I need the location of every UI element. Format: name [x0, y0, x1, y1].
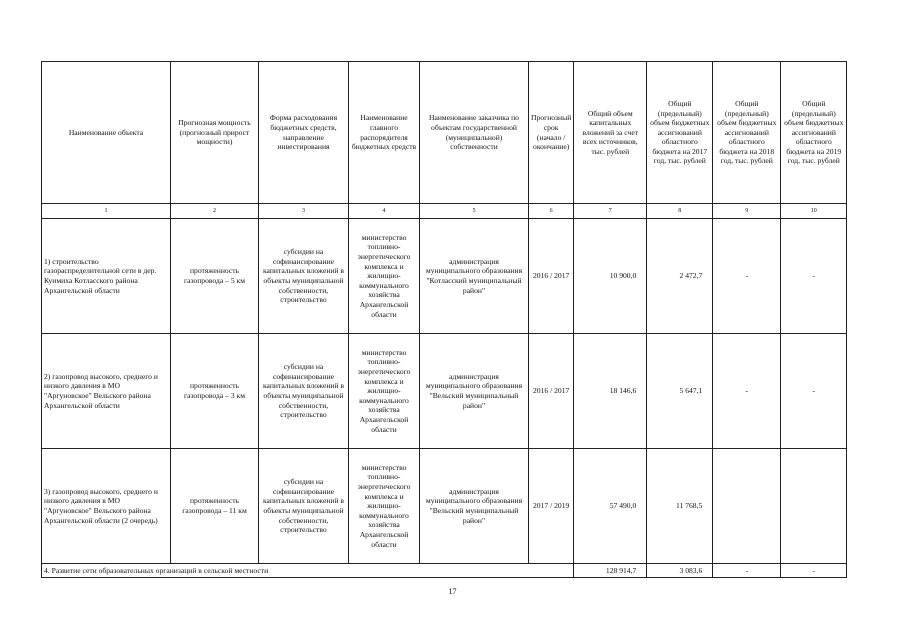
- section-2019: -: [781, 564, 847, 578]
- object-name: 2) газопровод высокого, среднего и низкого давления в МО "Аргуновское" Вельского района Архангельской области: [42, 334, 171, 449]
- budget-2019: -: [781, 219, 847, 334]
- budget-2018: -: [713, 219, 781, 334]
- budget-2019: [781, 449, 847, 564]
- column-number-row: [42, 204, 847, 219]
- header-cell: Наименование заказчика по объектам государственной (муниципальной) собственности: [420, 62, 529, 204]
- budget-distributor: министерство топливно-энергетического комплекса и жилищно-коммунального хозяйства Архангельской области: [349, 334, 420, 449]
- header-cell: Форма расходования бюджетных средств, направление инвестирования: [259, 62, 349, 204]
- budget-distributor: министерство топливно-энергетического комплекса и жилищно-коммунального хозяйства Архангельской области: [349, 449, 420, 564]
- total-investment: 10 900,0: [574, 219, 647, 334]
- header-cell: Общий (предельный) объем бюджетных ассигнований областного бюджета на 2017 год, тыс. рублей: [647, 62, 713, 204]
- column-number: 5: [420, 204, 529, 219]
- customer: администрация муниципального образования "Вельский муниципальный район": [420, 334, 529, 449]
- header-cell: Общий (предельный) объем бюджетных ассигнований областного бюджета на 2018 год, тыс. рублей: [713, 62, 781, 204]
- section-2017: 3 083,6: [647, 564, 713, 578]
- total-investment: 18 146,6: [574, 334, 647, 449]
- header-cell: Наименование объекта: [42, 62, 171, 204]
- header-cell: Общий объем капитальных вложений за счет всех источников, тыс. рублей: [574, 62, 647, 204]
- table-row: [42, 219, 847, 334]
- object-name: 1) строительство газораспределительной сети в дер. Куимиха Котласского района Архангельской области: [42, 219, 171, 334]
- total-investment: 57 490,0: [574, 449, 647, 564]
- column-number: 1: [42, 204, 171, 219]
- column-number: 8: [647, 204, 713, 219]
- capital-investment-table: [41, 61, 847, 578]
- section-row: [42, 564, 847, 578]
- expense-form: субсидии на софинансирование капитальных вложений в объекты муниципальной собственности, строительство: [259, 449, 349, 564]
- page-number: 17: [448, 587, 457, 596]
- expense-form: субсидии на софинансирование капитальных вложений в объекты муниципальной собственности, строительство: [259, 334, 349, 449]
- table-row: [42, 334, 847, 449]
- expense-form: субсидии на софинансирование капитальных вложений в объекты муниципальной собственности, строительство: [259, 219, 349, 334]
- column-number: 9: [713, 204, 781, 219]
- section-2018: -: [713, 564, 781, 578]
- section-label: 4. Развитие сети образовательных организаций в сельской местности: [42, 564, 574, 578]
- budget-2018: -: [713, 334, 781, 449]
- object-name: 3) газопровод высокого, среднего и низкого давления в МО "Аргуновское" Вельского района Архангельской области (2 очередь): [42, 449, 171, 564]
- budget-2017: 5 647,1: [647, 334, 713, 449]
- term: 2017 / 2019: [529, 449, 574, 564]
- capacity: протяженность газопровода – 3 км: [171, 334, 259, 449]
- header-cell: Прогнозный срок (начало / окончание): [529, 62, 574, 204]
- budget-2017: 2 472,7: [647, 219, 713, 334]
- budget-2019: -: [781, 334, 847, 449]
- section-total: 128 914,7: [574, 564, 647, 578]
- column-number: 6: [529, 204, 574, 219]
- term: 2016 / 2017: [529, 219, 574, 334]
- header-row: [42, 62, 847, 204]
- budget-2017: 11 768,5: [647, 449, 713, 564]
- customer: администрация муниципального образования "Котласский муниципальный район": [420, 219, 529, 334]
- customer: администрация муниципального образования "Вельский муниципальный район": [420, 449, 529, 564]
- budget-distributor: министерство топливно-энергетического комплекса и жилищно-коммунального хозяйства Архангельской области: [349, 219, 420, 334]
- column-number: 7: [574, 204, 647, 219]
- capacity: протяженность газопровода – 5 км: [171, 219, 259, 334]
- column-number: 3: [259, 204, 349, 219]
- column-number: 10: [781, 204, 847, 219]
- term: 2016 / 2017: [529, 334, 574, 449]
- budget-2018: [713, 449, 781, 564]
- capacity: протяженность газопровода – 11 км: [171, 449, 259, 564]
- header-cell: Прогнозная мощность (прогнозный прирост мощности): [171, 62, 259, 204]
- column-number: 2: [171, 204, 259, 219]
- header-cell: Общий (предельный) объем бюджетных ассигнований областного бюджета на 2019 год, тыс. рублей: [781, 62, 847, 204]
- header-cell: Наименование главного распорядителя бюджетных средств: [349, 62, 420, 204]
- table-row: [42, 449, 847, 564]
- column-number: 4: [349, 204, 420, 219]
